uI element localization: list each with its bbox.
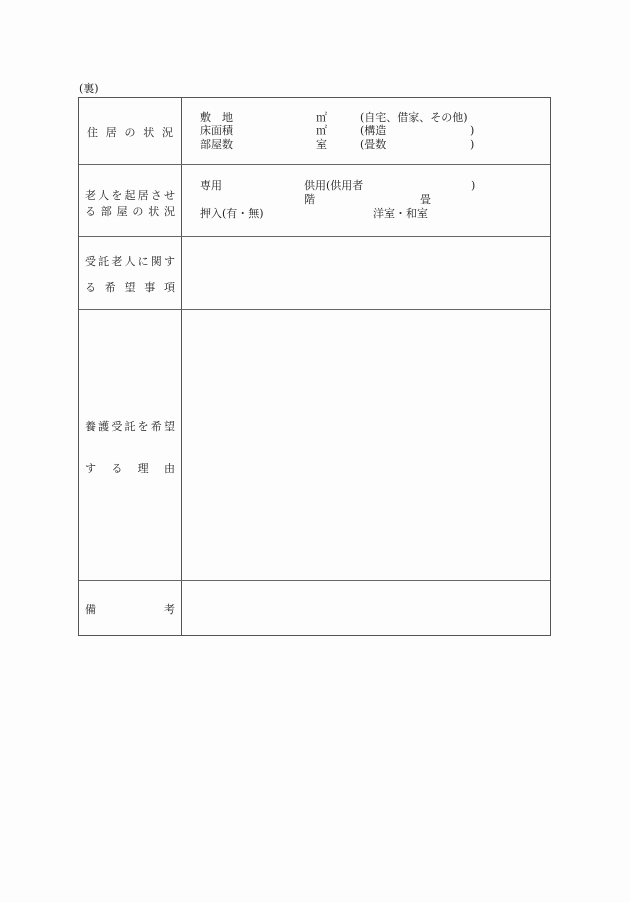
tatami-count-close: )	[470, 138, 475, 151]
row-housing	[79, 98, 550, 165]
label-line: る 希 望 事 項	[85, 281, 175, 294]
label-line: 養 護 受 託 を 希 望	[85, 420, 175, 433]
label-wishes	[79, 237, 182, 309]
room-count-label: 部屋数	[200, 138, 233, 151]
floor-area-unit: ㎡	[316, 124, 327, 137]
shared-close: )	[471, 179, 476, 192]
label-room-status	[79, 165, 182, 236]
value-housing[interactable]	[182, 98, 550, 164]
wishes-input-area[interactable]	[182, 237, 550, 309]
label-line: 住 居 の 状 況	[87, 126, 173, 139]
label-housing	[79, 98, 182, 164]
row-wishes	[79, 237, 550, 310]
row-remarks	[79, 581, 550, 635]
tatami-count-label: (畳数	[360, 138, 387, 151]
exclusive-option[interactable]: 専用	[200, 179, 222, 192]
label-line: 受 託 老 人 に 関 す	[85, 255, 175, 268]
value-room-status[interactable]	[182, 165, 550, 236]
row-reason	[79, 310, 550, 581]
site-label: 敷 地	[200, 111, 233, 124]
site-unit: ㎡	[316, 111, 327, 124]
reason-input-area[interactable]	[182, 310, 550, 580]
floor-area-label: 床面積	[200, 124, 233, 137]
label-reason	[79, 310, 182, 580]
row-room-status	[79, 165, 550, 237]
floor-label: 階	[304, 193, 315, 206]
page-side-label: (裏)	[79, 82, 99, 95]
room-count-unit: 室	[316, 138, 327, 151]
application-form-table	[78, 97, 551, 636]
label-line: す る 理 由	[85, 462, 175, 475]
room-type-option[interactable]: 洋室・和室	[373, 207, 428, 220]
label-remarks	[79, 581, 182, 635]
label-line: 備 考	[85, 603, 175, 616]
site-ownership: (自宅、借家、その他)	[360, 111, 468, 124]
label-line: る 部 屋 の 状 況	[85, 205, 175, 218]
tatami-label: 畳	[420, 193, 431, 206]
closet-option[interactable]: 押入(有・無)	[200, 207, 264, 220]
label-line: 老 人 を 起 居 さ せ	[85, 189, 175, 202]
shared-option[interactable]: 供用(供用者	[304, 179, 364, 192]
structure-close: )	[470, 124, 475, 137]
structure-label: (構造	[360, 124, 387, 137]
remarks-input-area[interactable]	[182, 581, 550, 635]
